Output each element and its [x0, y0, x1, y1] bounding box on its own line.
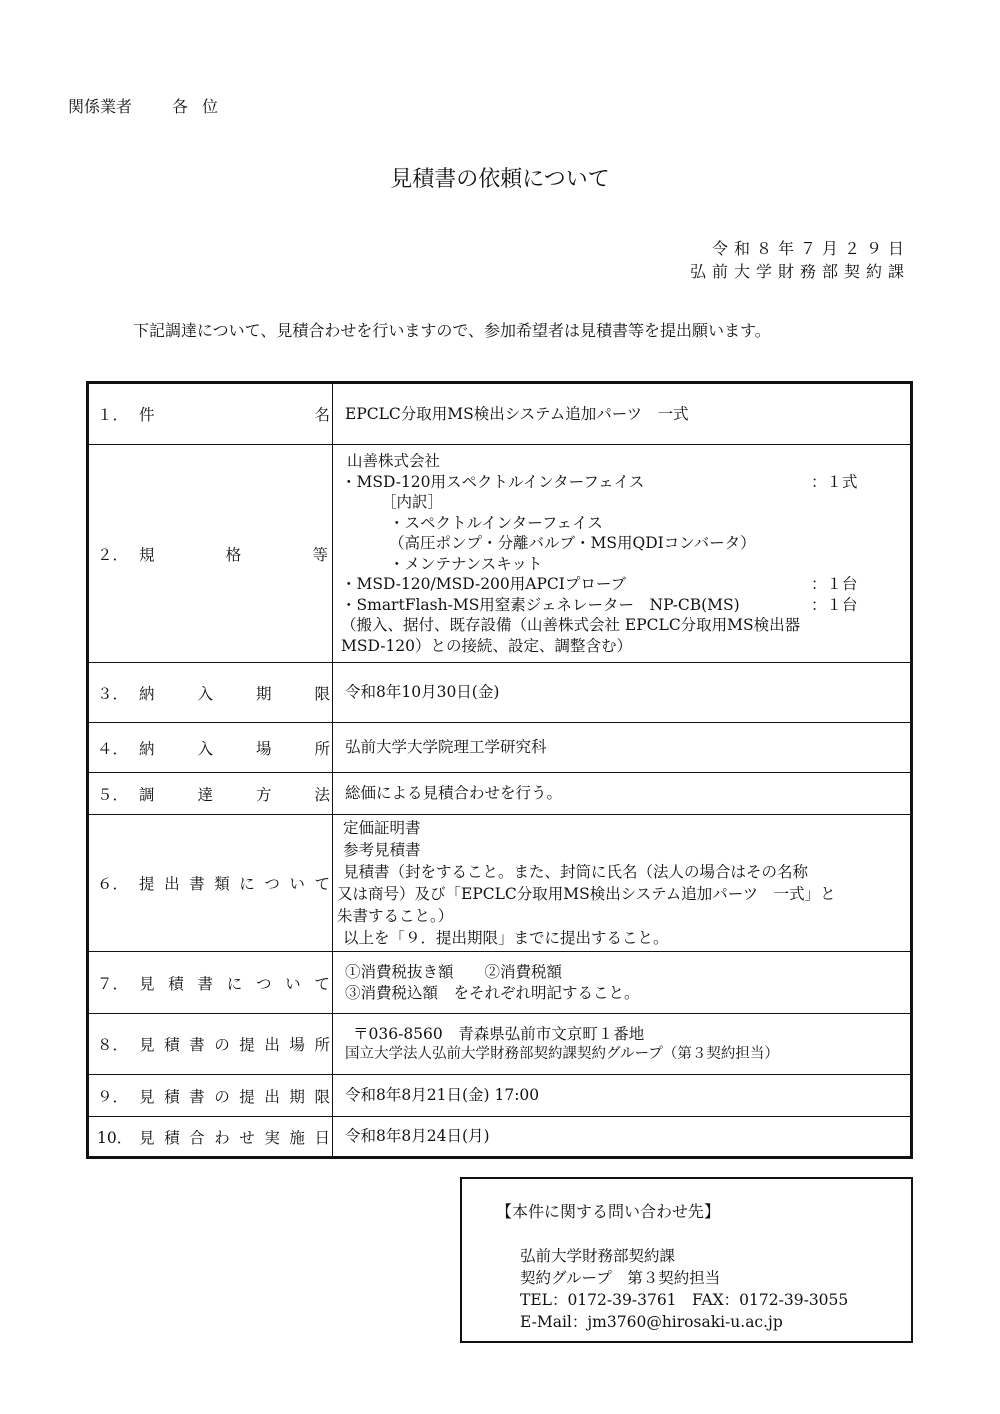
row-number: ４． — [97, 739, 129, 758]
row-number: ３． — [97, 684, 129, 703]
row-number: 10． — [97, 1128, 133, 1147]
label-char: 書 — [189, 1036, 205, 1054]
spec-line: ・SmartFlash-MS用窒素ジェネレーター NP-CB(MS) — [341, 595, 740, 614]
table-row-delivery-place — [88, 723, 912, 773]
contact-title: 【本件に関する問い合わせ先】 — [496, 1202, 721, 1221]
contact-line: TEL：0172-39-3761 FAX：0172-39-3055 — [520, 1291, 849, 1309]
label-char: の — [214, 1087, 230, 1106]
spec-line: 山善株式会社 — [347, 452, 441, 470]
delivery-deadline-value: 令和8年10月30日(金) — [345, 683, 500, 702]
label-char: 期 — [289, 1087, 305, 1106]
row-label — [88, 445, 333, 663]
doc-line: 朱書すること。） — [337, 907, 454, 925]
row-number: ７． — [97, 974, 129, 993]
label-char: に — [226, 974, 243, 993]
label-char: 積 — [164, 1036, 180, 1054]
label-char: 提 — [239, 1036, 255, 1054]
row-label — [88, 383, 333, 445]
label-char: の — [214, 1036, 230, 1054]
row-value — [333, 663, 912, 723]
label-char: 見 — [139, 1087, 155, 1106]
submission-address: 〒036-8560 青森県弘前市文京町１番地 — [353, 1024, 645, 1043]
document-sender: 弘前大学財務部契約課 — [689, 262, 910, 281]
table-row-procurement-method — [88, 773, 912, 815]
label-char: せ — [239, 1128, 255, 1147]
contact-body — [520, 1245, 848, 1333]
row-value — [333, 815, 912, 952]
row-label — [88, 723, 333, 773]
quotation-date-value: 令和8年8月24日(月) — [345, 1127, 490, 1146]
row-label — [88, 1014, 333, 1075]
label-char: 限 — [314, 1087, 330, 1106]
label-char: 積 — [168, 974, 184, 993]
label-char: つ — [264, 875, 280, 893]
row-value — [333, 1075, 912, 1117]
doc-line: 見積書（封をすること。また、封筒に氏名（法人の場合はその名称 — [343, 863, 809, 881]
label-char: 規 — [139, 545, 155, 564]
row-label-text — [139, 1033, 330, 1055]
row-label — [88, 663, 333, 723]
label-char: 場 — [255, 739, 272, 758]
doc-line: 又は商号）及び「EPCLC分取用MS検出システム追加パーツ 一式」と — [337, 885, 836, 903]
spec-qty: ：１台 — [811, 575, 858, 593]
addressee — [68, 94, 232, 117]
label-char: つ — [255, 974, 272, 993]
row-value — [333, 1014, 912, 1075]
table-row-quotation-date — [88, 1117, 912, 1158]
spec-line: ・スペクトルインターフェイス — [389, 513, 603, 532]
label-char: 限 — [314, 684, 330, 703]
row-label-text — [139, 403, 330, 425]
table-row-delivery-deadline — [88, 663, 912, 723]
estimate-note-line: ③消費税込額 をそれぞれ明記すること。 — [345, 983, 640, 1002]
label-char: 書 — [197, 974, 213, 993]
intro-text: 下記調達について、見積合わせを行いますので、参加希望者は見積書等を提出願います。 — [133, 321, 771, 340]
spec-line: ・メンテナンスキット — [389, 554, 543, 573]
label-char: 施 — [289, 1128, 305, 1147]
row-number: ８． — [97, 1036, 129, 1054]
label-char: 名 — [314, 406, 330, 424]
contact-line: 弘前大学財務部契約課 — [520, 1247, 676, 1265]
label-char: 入 — [197, 684, 213, 703]
row-value — [333, 1117, 912, 1158]
row-value — [333, 445, 912, 663]
row-number: １． — [97, 406, 129, 424]
label-char: 書 — [189, 1087, 205, 1106]
label-char: い — [285, 974, 301, 993]
table-row-item-name — [88, 383, 912, 445]
label-char: 書 — [189, 875, 205, 893]
row-number: ６． — [97, 875, 129, 893]
spec-line: ［内訳］ — [381, 493, 444, 511]
row-value — [333, 723, 912, 773]
label-char: 件 — [139, 406, 155, 424]
row-label — [88, 1117, 333, 1158]
table-row-estimate-notes — [88, 952, 912, 1014]
label-char: わ — [214, 1128, 230, 1147]
label-char: 場 — [289, 1036, 305, 1054]
label-char: 見 — [139, 1036, 155, 1054]
label-char: 納 — [139, 684, 155, 703]
label-char: 所 — [314, 1036, 330, 1054]
table-row-specification — [88, 445, 912, 663]
row-label-text — [139, 543, 330, 565]
row-label-text — [139, 972, 330, 994]
row-label — [88, 815, 333, 952]
label-char: 実 — [264, 1128, 280, 1147]
spec-line: MSD-120）との接続、設定、調整含む） — [341, 636, 633, 655]
submission-deadline-value: 令和8年8月21日(金) 17:00 — [345, 1086, 540, 1105]
table-row-submission-place — [88, 1014, 912, 1075]
label-char: 日 — [314, 1128, 330, 1147]
label-char: 見 — [139, 974, 155, 993]
label-char: 入 — [197, 739, 213, 758]
label-char: 出 — [164, 875, 180, 893]
row-number: ２． — [97, 545, 129, 564]
delivery-place-value: 弘前大学大学院理工学研究科 — [345, 738, 547, 757]
spec-qty: ：１台 — [811, 595, 858, 614]
row-number: ５． — [97, 785, 129, 804]
procurement-method-value: 総価による見積合わせを行う。 — [345, 784, 563, 803]
contact-line: 契約グループ 第３契約担当 — [520, 1269, 721, 1287]
label-char: て — [314, 875, 330, 893]
document-title: 見積書の依頼について — [390, 167, 610, 192]
row-label-text — [139, 1085, 330, 1107]
item-name-value: EPCLC分取用MS検出システム追加パーツ 一式 — [345, 404, 689, 423]
label-char: 積 — [164, 1128, 180, 1147]
label-char: 類 — [214, 875, 230, 893]
doc-line: 以上を「９．提出期限」までに提出すること。 — [343, 929, 669, 947]
items-table — [86, 381, 913, 1159]
label-char: て — [314, 974, 330, 993]
label-char: 出 — [264, 1036, 280, 1054]
label-char: 所 — [314, 739, 330, 758]
row-label — [88, 773, 333, 815]
label-char: い — [289, 875, 305, 893]
label-char: 出 — [264, 1087, 280, 1106]
row-label — [88, 952, 333, 1014]
label-char: 調 — [139, 785, 155, 804]
spec-line: ・MSD-120/MSD-200用APCIプローブ — [341, 575, 627, 593]
contact-box — [460, 1177, 913, 1343]
row-value — [333, 383, 912, 445]
spec-line: ・MSD-120用スペクトルインターフェイス — [341, 472, 645, 491]
doc-line: 定価証明書 — [343, 819, 421, 837]
spec-line: （高圧ポンプ・分離バルブ・MS用QDIコンバータ） — [389, 534, 756, 552]
label-char: 期 — [255, 684, 272, 703]
label-char: 方 — [255, 785, 272, 804]
row-label — [88, 1075, 333, 1117]
table-row-submission-deadline — [88, 1075, 912, 1117]
submission-office: 国立大学法人弘前大学財務部契約課契約グループ（第３契約担当） — [345, 1046, 779, 1062]
spec-line: （搬入、据付、既存設備（山善株式会社 EPCLC分取用MS検出器 — [341, 616, 801, 634]
document-date: 令和８年７月２９日 — [711, 239, 910, 258]
doc-line: 参考見積書 — [343, 841, 421, 859]
label-char: 達 — [197, 785, 213, 804]
row-value — [333, 773, 912, 815]
contact-line: E-Mail：jm3760@hirosaki-u.ac.jp — [520, 1313, 783, 1331]
label-char: 法 — [314, 785, 330, 804]
label-char: 納 — [139, 739, 155, 758]
table-row-submission-documents — [88, 815, 912, 952]
row-label-text — [139, 737, 330, 759]
label-char: 積 — [164, 1087, 180, 1106]
label-char: 提 — [239, 1087, 255, 1106]
spec-qty: ：１式 — [811, 472, 858, 491]
label-char: 見 — [139, 1128, 155, 1147]
row-label-text — [139, 872, 330, 894]
label-char: 合 — [189, 1128, 205, 1147]
addressee-text: 関係業者 — [68, 97, 133, 116]
row-value — [333, 952, 912, 1014]
row-label-text — [139, 682, 330, 704]
label-char: 提 — [139, 875, 155, 893]
honorific: 各位 — [172, 97, 233, 116]
row-label-text — [139, 1126, 330, 1148]
label-char: 格 — [225, 545, 242, 564]
row-label-text — [139, 783, 330, 805]
row-number: ９． — [97, 1087, 129, 1106]
estimate-note-line: ①消費税抜き額 ②消費税額 — [345, 963, 563, 981]
label-char: 等 — [312, 545, 328, 564]
label-char: に — [239, 875, 255, 893]
